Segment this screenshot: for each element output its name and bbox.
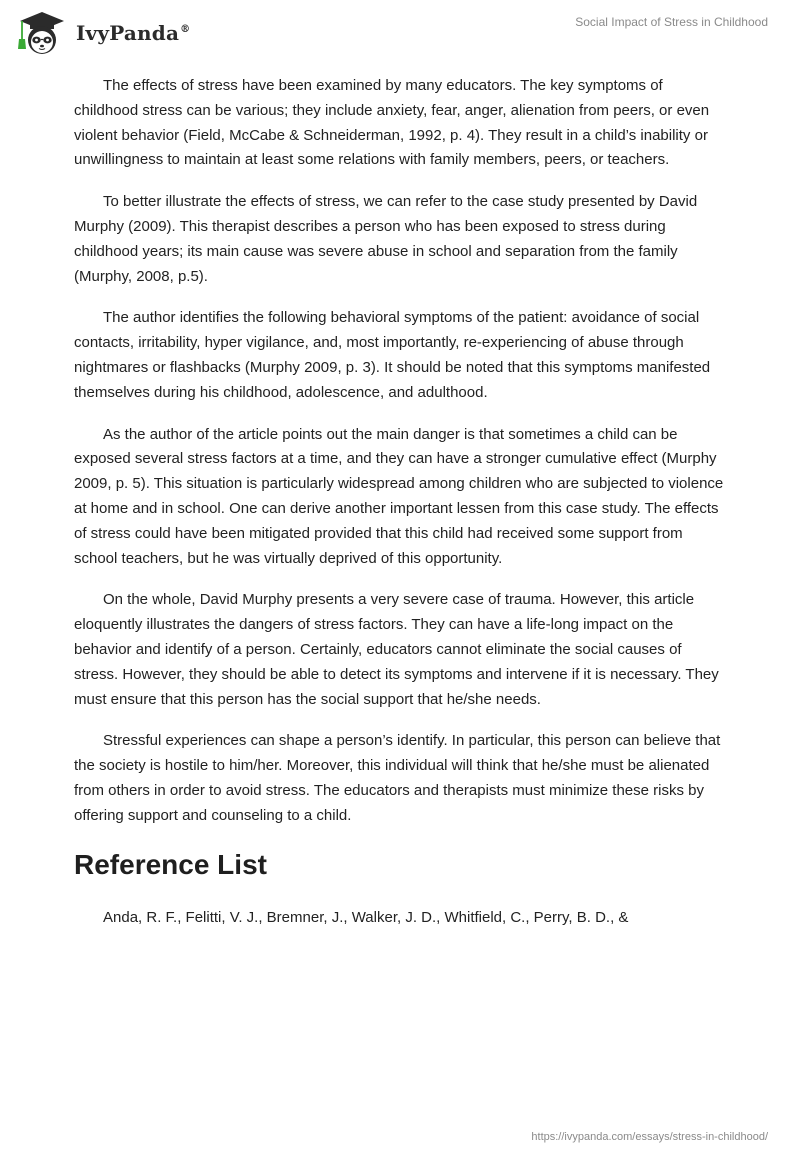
ivypanda-logo[interactable] — [12, 9, 190, 57]
body-paragraph: On the whole, David Murphy presents a very severe case of trauma. However, this article eloquently illustrates the dangers of stress factors. They can have a life-long impact on the behavior and identify of a person. Certainly, educators cannot eliminate the social causes of stress. However, they should be able to detect its symptoms and intervene if it is necessary. They must ensure that this person has the social support that he/she needs. — [74, 591, 719, 708]
brand-name-text: IvyPanda — [76, 21, 180, 45]
body-paragraph: As the author of the article points out the main danger is that sometimes a child can be exposed several stress factors at a time, and they can have a stronger cumulative effect (Murphy 2009, p. 5). This situation is particularly widespread among children who are subjected to violence at home and in school. One can derive another important lessen from this case study. The effects of stress could have been mitigated provided that this child had received some support from school teachers, but he was virtually deprived of this opportunity. — [74, 425, 724, 567]
body-paragraph: The author identifies the following behavioral symptoms of the patient: avoidance of social contacts, irritability, hyper vigilance, and, most importantly, re-experiencing of abuse through nightmares or flashbacks (Murphy 2009, p. 3). It should be noted that this symptoms manifested themselves during his childhood, adolescence, and adulthood. — [74, 309, 711, 401]
brand-name — [76, 21, 190, 45]
body-paragraph: To better illustrate the effects of stress, we can refer to the case study presented by David Murphy (2009). This therapist describes a person who has been exposed to stress during childhood years; its main cause was severe abuse in school and separation from the family (Murphy, 2008, p.5). — [74, 193, 698, 285]
reference-entry: Anda, R. F., Felitti, V. J., Bremner, J., Walker, J. D., Whitfield, C., Perry, B. D., & — [103, 908, 629, 926]
source-url[interactable]: https://ivypanda.com/essays/stress-in-childhood/ — [531, 1131, 768, 1143]
panda-graduate-icon — [12, 9, 72, 57]
essay-body — [74, 74, 726, 930]
document-title: Social Impact of Stress in Childhood — [575, 15, 768, 29]
body-paragraph: Stressful experiences can shape a person’s identify. In particular, this person can believe that the society is hostile to him/her. Moreover, this individual will think that he/she must be alienated from others in order to avoid stress. The educators and therapists must minimize these risks by offering support and counseling to a child. — [74, 732, 721, 824]
reference-list-heading: Reference List — [74, 848, 267, 880]
registered-mark: ® — [180, 24, 191, 36]
body-paragraph: The effects of stress have been examined by many educators. The key symptoms of childhood stress can be various; they include anxiety, fear, anger, alienation from peers, or even violent behavior (Field, McCabe & Schneiderman, 1992, p. 4). They result in a child’s inability or unwillingness to maintain at least some relations with family members, peers, or teachers. — [74, 77, 710, 169]
page-header — [0, 0, 800, 60]
